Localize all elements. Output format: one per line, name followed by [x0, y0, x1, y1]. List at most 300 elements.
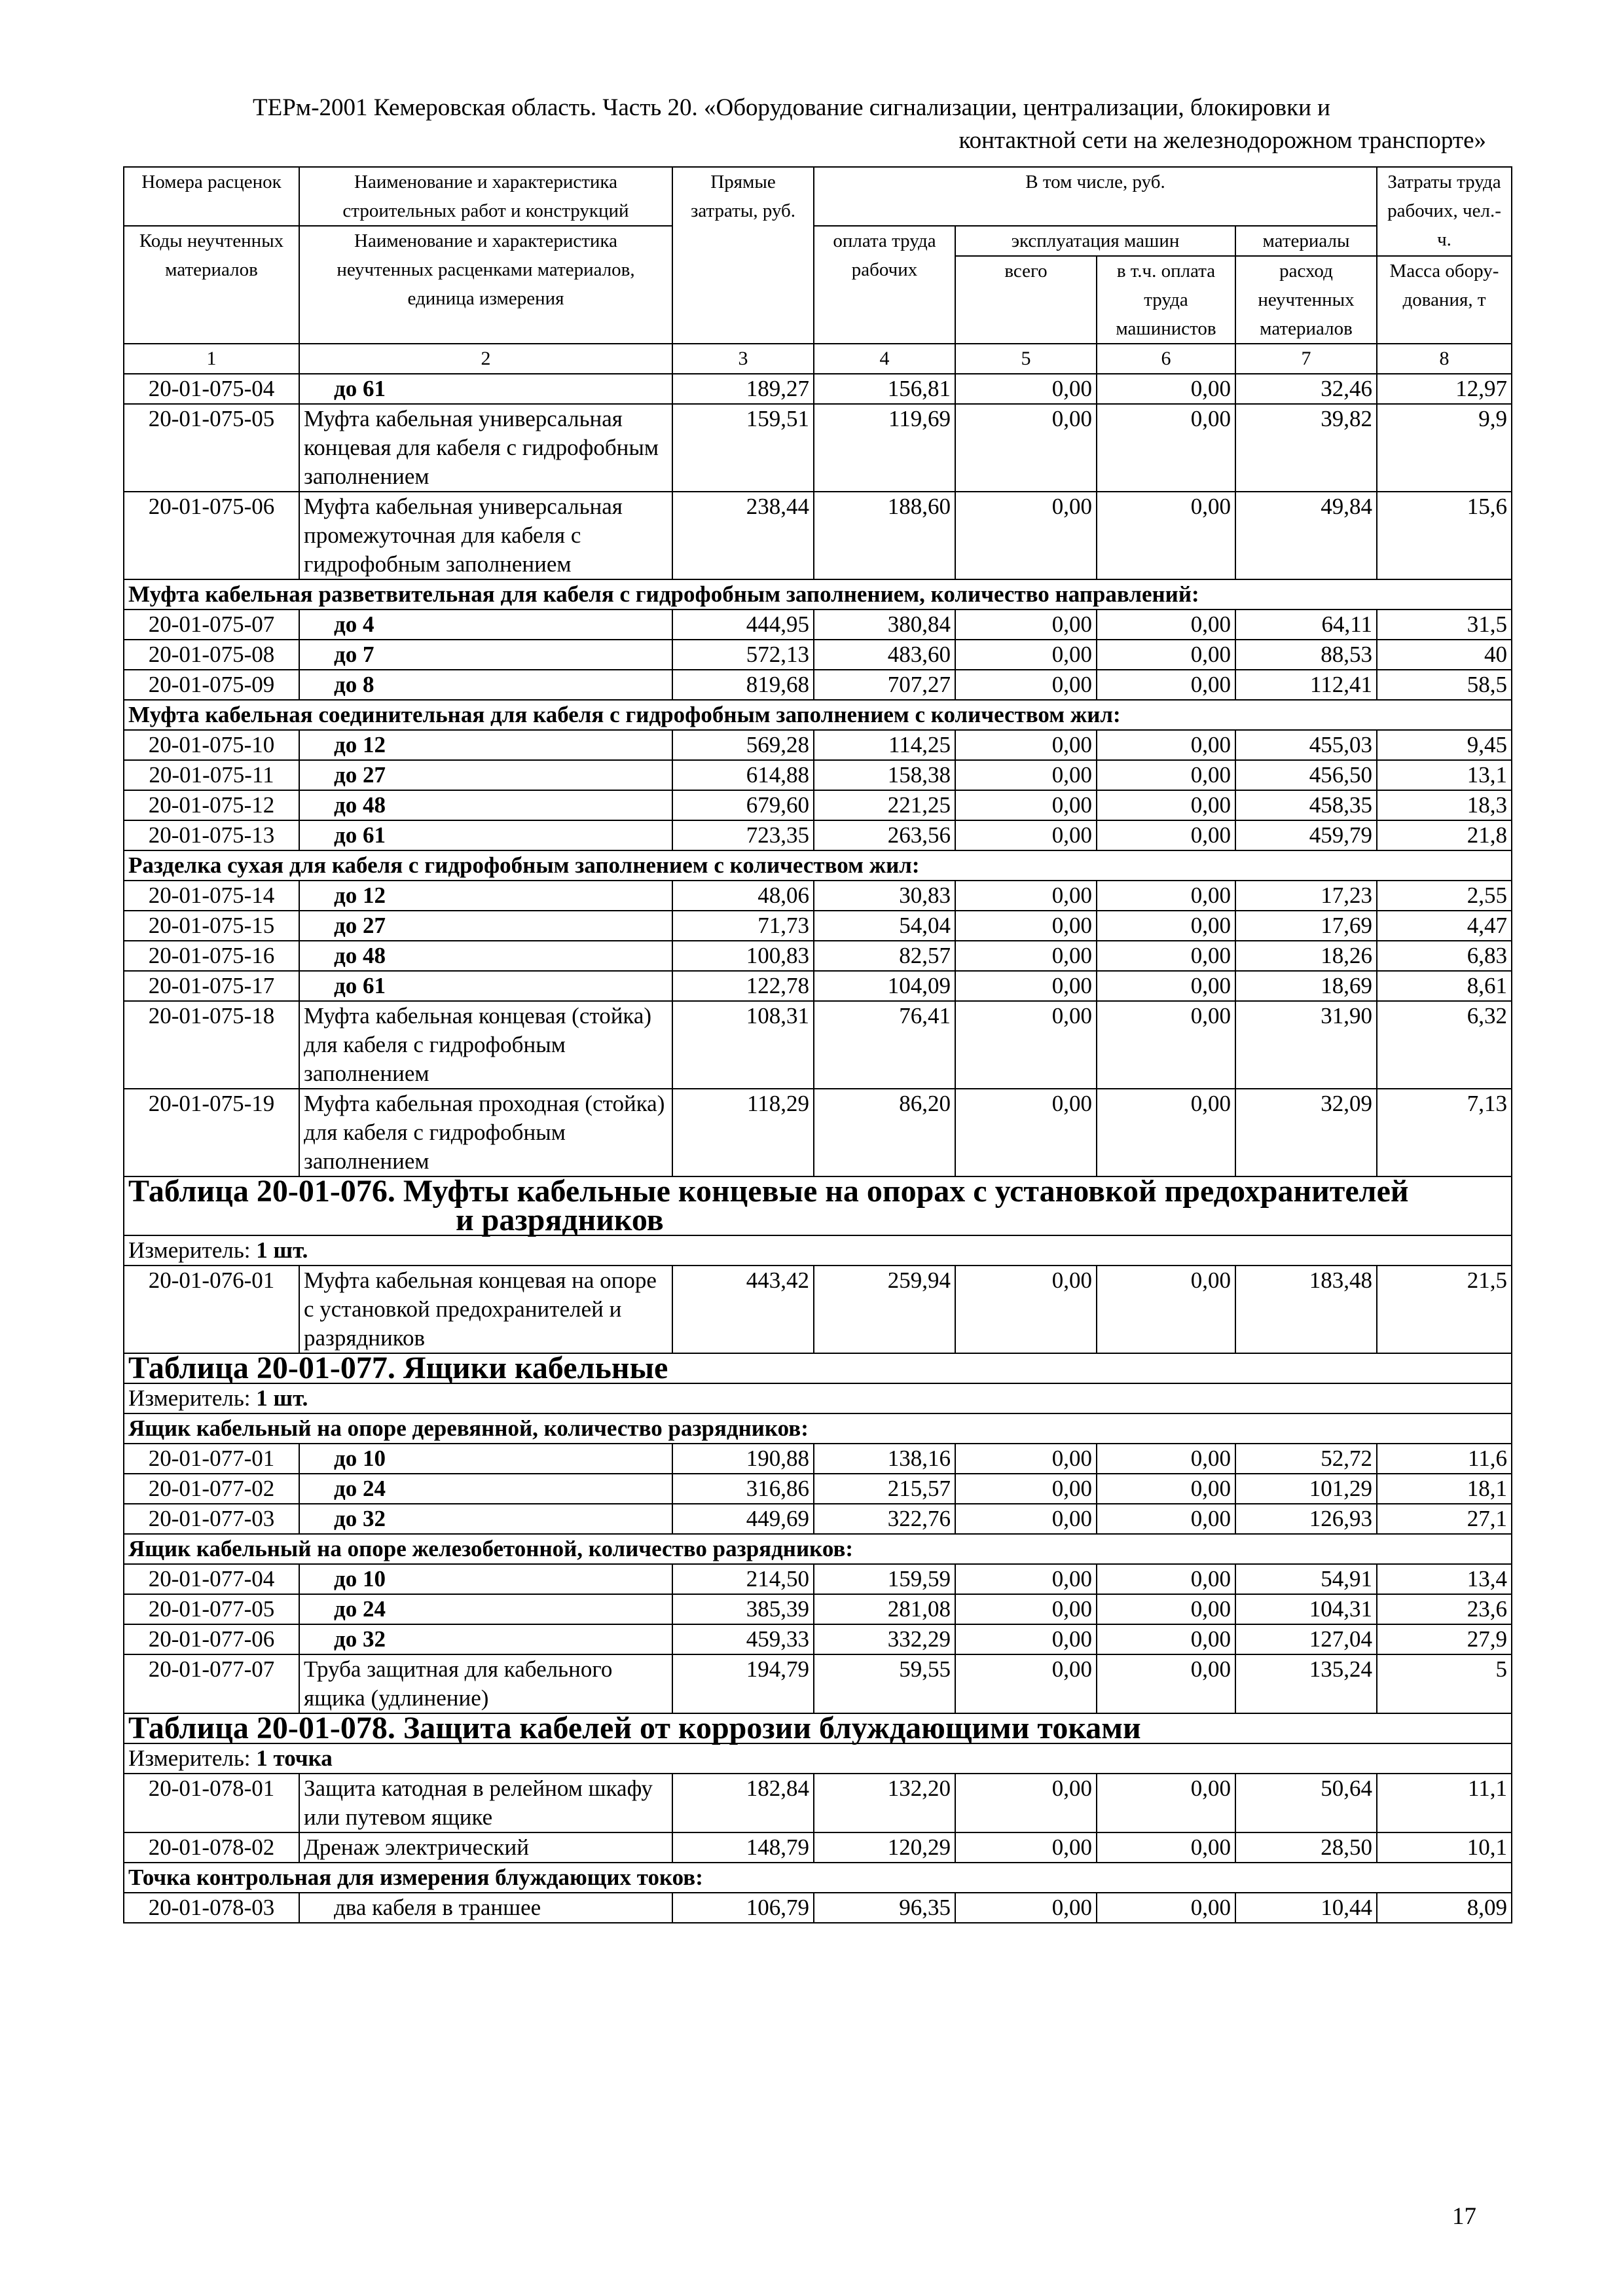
group-row	[124, 1863, 1512, 1893]
row-code: 20-01-077-06	[124, 1624, 299, 1654]
row-value: 0,00	[1097, 670, 1235, 700]
row-value: 458,35	[1235, 790, 1377, 820]
row-value: 0,00	[1097, 911, 1235, 941]
row-value: 156,81	[814, 374, 955, 404]
index-cell: 5	[955, 344, 1097, 374]
table-row	[124, 404, 1512, 492]
row-value: 459,79	[1235, 820, 1377, 850]
row-value: 159,51	[672, 404, 814, 492]
index-cell: 2	[299, 344, 672, 374]
row-value: 238,44	[672, 492, 814, 579]
row-value: 108,31	[672, 1001, 814, 1089]
row-code: 20-01-077-07	[124, 1654, 299, 1713]
row-value: 0,00	[955, 820, 1097, 850]
row-value: 281,08	[814, 1594, 955, 1624]
row-value: 54,91	[1235, 1564, 1377, 1594]
row-value: 215,57	[814, 1474, 955, 1504]
row-value: 322,76	[814, 1504, 955, 1534]
row-value: 15,6	[1377, 492, 1512, 579]
row-value: 40	[1377, 640, 1512, 670]
row-value: 39,82	[1235, 404, 1377, 492]
row-value: 17,23	[1235, 881, 1377, 911]
row-value: 104,31	[1235, 1594, 1377, 1624]
row-code: 20-01-075-06	[124, 492, 299, 579]
row-value: 0,00	[955, 1832, 1097, 1863]
row-value: 132,20	[814, 1774, 955, 1832]
row-value: 0,00	[955, 1594, 1097, 1624]
table-row	[124, 1444, 1512, 1474]
row-value: 104,09	[814, 971, 955, 1001]
row-name: до 24	[299, 1474, 672, 1504]
row-value: 112,41	[1235, 670, 1377, 700]
header-name-top: Наименование и характеристика строительных работ и конструкций	[299, 167, 672, 226]
row-value: 0,00	[955, 790, 1097, 820]
row-value: 10,1	[1377, 1832, 1512, 1863]
row-name: до 12	[299, 881, 672, 911]
row-value: 122,78	[672, 971, 814, 1001]
row-value: 0,00	[955, 911, 1097, 941]
row-value: 8,09	[1377, 1893, 1512, 1923]
row-value: 31,5	[1377, 610, 1512, 640]
row-value: 9,45	[1377, 730, 1512, 760]
row-value: 723,35	[672, 820, 814, 850]
row-value: 2,55	[1377, 881, 1512, 911]
row-value: 0,00	[955, 492, 1097, 579]
row-value: 4,47	[1377, 911, 1512, 941]
index-cell: 7	[1235, 344, 1377, 374]
row-value: 0,00	[1097, 941, 1235, 971]
row-code: 20-01-075-17	[124, 971, 299, 1001]
measure-label: Измеритель:	[128, 1745, 251, 1771]
row-value: 190,88	[672, 1444, 814, 1474]
table-row	[124, 1266, 1512, 1353]
row-value: 443,42	[672, 1266, 814, 1353]
row-value: 21,5	[1377, 1266, 1512, 1353]
table-row	[124, 1594, 1512, 1624]
row-code: 20-01-077-05	[124, 1594, 299, 1624]
row-value: 263,56	[814, 820, 955, 850]
row-name: Муфта кабельная концевая (стойка) для кабеля с гидрофобным заполнением	[299, 1001, 672, 1089]
table-row	[124, 911, 1512, 941]
index-cell: 6	[1097, 344, 1235, 374]
row-code: 20-01-075-08	[124, 640, 299, 670]
row-value: 0,00	[1097, 730, 1235, 760]
row-value: 58,5	[1377, 670, 1512, 700]
row-value: 23,6	[1377, 1594, 1512, 1624]
index-cell: 3	[672, 344, 814, 374]
row-code: 20-01-077-03	[124, 1504, 299, 1534]
table-row	[124, 1564, 1512, 1594]
row-value: 0,00	[1097, 790, 1235, 820]
row-value: 88,53	[1235, 640, 1377, 670]
row-value: 679,60	[672, 790, 814, 820]
row-name: до 8	[299, 670, 672, 700]
row-value: 11,6	[1377, 1444, 1512, 1474]
row-name: Дренаж электрический	[299, 1832, 672, 1863]
row-value: 259,94	[814, 1266, 955, 1353]
table-row	[124, 1474, 1512, 1504]
row-name: до 12	[299, 730, 672, 760]
row-name: два кабеля в траншее	[299, 1893, 672, 1923]
table-row	[124, 941, 1512, 971]
row-value: 118,29	[672, 1089, 814, 1176]
group-row	[124, 700, 1512, 730]
table-row	[124, 1504, 1512, 1534]
row-name: до 32	[299, 1624, 672, 1654]
row-value: 10,44	[1235, 1893, 1377, 1923]
header-mass: Масса обору-дования, т	[1377, 256, 1512, 344]
measure-row	[124, 1743, 1512, 1774]
row-value: 18,69	[1235, 971, 1377, 1001]
row-code: 20-01-078-03	[124, 1893, 299, 1923]
row-code: 20-01-075-16	[124, 941, 299, 971]
row-value: 148,79	[672, 1832, 814, 1863]
row-value: 86,20	[814, 1089, 955, 1176]
row-name: Муфта кабельная проходная (стойка) для кабеля с гидрофобным заполнением	[299, 1089, 672, 1176]
row-value: 614,88	[672, 760, 814, 790]
row-value: 49,84	[1235, 492, 1377, 579]
row-name: до 48	[299, 790, 672, 820]
measure-label: Измеритель:	[128, 1385, 251, 1411]
table-row	[124, 1089, 1512, 1176]
row-code: 20-01-078-01	[124, 1774, 299, 1832]
table-row	[124, 670, 1512, 700]
row-code: 20-01-075-09	[124, 670, 299, 700]
table-row	[124, 1774, 1512, 1832]
row-name: до 7	[299, 640, 672, 670]
table-row	[124, 492, 1512, 579]
row-value: 0,00	[1097, 1474, 1235, 1504]
row-code: 20-01-075-18	[124, 1001, 299, 1089]
header-row-2	[124, 226, 1512, 256]
row-value: 0,00	[955, 1564, 1097, 1594]
table-row	[124, 760, 1512, 790]
row-value: 189,27	[672, 374, 814, 404]
row-value: 12,97	[1377, 374, 1512, 404]
row-value: 0,00	[955, 1089, 1097, 1176]
row-code: 20-01-076-01	[124, 1266, 299, 1353]
table-title	[124, 1713, 1512, 1743]
measure-unit: 1 шт.	[256, 1237, 308, 1263]
row-value: 0,00	[1097, 820, 1235, 850]
header-mat-unacc: расход неучтенных материалов	[1235, 256, 1377, 344]
table-row	[124, 1893, 1512, 1923]
row-value: 0,00	[955, 404, 1097, 492]
row-name: до 10	[299, 1564, 672, 1594]
row-value: 76,41	[814, 1001, 955, 1089]
measure	[124, 1383, 1512, 1413]
row-name: до 4	[299, 610, 672, 640]
row-name: Защита катодная в релейном шкафу или путевом ящике	[299, 1774, 672, 1832]
row-name: Муфта кабельная концевая на опоре с установкой предохранителей и разрядников	[299, 1266, 672, 1353]
row-value: 0,00	[1097, 1564, 1235, 1594]
row-value: 0,00	[1097, 1266, 1235, 1353]
row-value: 0,00	[1097, 971, 1235, 1001]
row-code: 20-01-077-02	[124, 1474, 299, 1504]
row-value: 8,61	[1377, 971, 1512, 1001]
group-heading: Муфта кабельная разветвительная для кабеля с гидрофобным заполнением, количество направлений:	[124, 579, 1512, 610]
row-code: 20-01-078-02	[124, 1832, 299, 1863]
row-value: 32,09	[1235, 1089, 1377, 1176]
row-value: 0,00	[1097, 492, 1235, 579]
header-machines: эксплуатация машин	[955, 226, 1235, 256]
table-row	[124, 1654, 1512, 1713]
row-name: Муфта кабельная универсальная промежуточная для кабеля с гидрофобным заполнением	[299, 492, 672, 579]
row-value: 0,00	[955, 1654, 1097, 1713]
row-value: 13,1	[1377, 760, 1512, 790]
table-title-text: Таблица 20-01-077. Ящики кабельные	[128, 1351, 668, 1385]
row-value: 52,72	[1235, 1444, 1377, 1474]
table-title-cont: и разрядников	[456, 1203, 664, 1237]
row-value: 0,00	[1097, 1624, 1235, 1654]
row-name: до 61	[299, 971, 672, 1001]
row-name: до 24	[299, 1594, 672, 1624]
row-value: 0,00	[1097, 640, 1235, 670]
header-labor: Затраты труда рабочих, чел.-ч.	[1377, 167, 1512, 256]
page-title	[124, 92, 1486, 157]
measure-label: Измеритель:	[128, 1237, 251, 1263]
header-mach-wages: в т.ч. оплата труда машинистов	[1097, 256, 1235, 344]
measure-row	[124, 1383, 1512, 1413]
measure	[124, 1235, 1512, 1266]
row-value: 0,00	[1097, 610, 1235, 640]
price-table	[123, 166, 1512, 1923]
row-name: до 27	[299, 760, 672, 790]
index-cell: 8	[1377, 344, 1512, 374]
group-row	[124, 850, 1512, 881]
row-code: 20-01-077-04	[124, 1564, 299, 1594]
header-direct: Прямые затраты, руб.	[672, 167, 814, 344]
table-title-row	[124, 1176, 1512, 1235]
row-code: 20-01-075-10	[124, 730, 299, 760]
row-value: 6,83	[1377, 941, 1512, 971]
table-row	[124, 820, 1512, 850]
table-title-row	[124, 1353, 1512, 1383]
row-value: 449,69	[672, 1504, 814, 1534]
row-value: 0,00	[1097, 881, 1235, 911]
row-value: 183,48	[1235, 1266, 1377, 1353]
row-value: 332,29	[814, 1624, 955, 1654]
row-value: 135,24	[1235, 1654, 1377, 1713]
row-value: 6,32	[1377, 1001, 1512, 1089]
row-name: Труба защитная для кабельного ящика (удлинение)	[299, 1654, 672, 1713]
header-wages: оплата труда рабочих	[814, 226, 955, 344]
row-value: 18,26	[1235, 941, 1377, 971]
header-code-top: Номера расценок	[124, 167, 299, 226]
row-value: 158,38	[814, 760, 955, 790]
row-value: 0,00	[955, 1474, 1097, 1504]
row-code: 20-01-075-19	[124, 1089, 299, 1176]
row-value: 0,00	[1097, 1444, 1235, 1474]
row-value: 32,46	[1235, 374, 1377, 404]
row-value: 30,83	[814, 881, 955, 911]
row-value: 82,57	[814, 941, 955, 971]
group-row	[124, 1534, 1512, 1564]
row-name: до 48	[299, 941, 672, 971]
row-value: 0,00	[1097, 404, 1235, 492]
table-title-text: Таблица 20-01-078. Защита кабелей от коррозии блуждающими токами	[128, 1711, 1141, 1745]
row-value: 48,06	[672, 881, 814, 911]
row-value: 71,73	[672, 911, 814, 941]
row-value: 5	[1377, 1654, 1512, 1713]
table-row	[124, 971, 1512, 1001]
row-value: 27,9	[1377, 1624, 1512, 1654]
row-value: 456,50	[1235, 760, 1377, 790]
header-name-bottom: Наименование и характеристика неучтенных расценками материалов, единица измерения	[299, 226, 672, 344]
row-value: 0,00	[955, 760, 1097, 790]
row-value: 0,00	[1097, 1089, 1235, 1176]
row-value: 138,16	[814, 1444, 955, 1474]
row-value: 0,00	[955, 1266, 1097, 1353]
row-value: 0,00	[955, 1893, 1097, 1923]
row-value: 9,9	[1377, 404, 1512, 492]
index-row	[124, 344, 1512, 374]
row-value: 0,00	[955, 640, 1097, 670]
measure-unit: 1 шт.	[256, 1385, 308, 1411]
group-heading: Точка контрольная для измерения блуждающих токов:	[124, 1863, 1512, 1893]
row-name: до 32	[299, 1504, 672, 1534]
row-value: 100,83	[672, 941, 814, 971]
row-name: до 61	[299, 820, 672, 850]
title-line-2: контактной сети на железнодорожном транспорте»	[958, 127, 1486, 154]
row-value: 159,59	[814, 1564, 955, 1594]
table-row	[124, 374, 1512, 404]
row-value: 120,29	[814, 1832, 955, 1863]
group-heading: Разделка сухая для кабеля с гидрофобным заполнением с количеством жил:	[124, 850, 1512, 881]
row-value: 0,00	[1097, 1001, 1235, 1089]
row-value: 13,4	[1377, 1564, 1512, 1594]
row-value: 0,00	[1097, 1893, 1235, 1923]
table-row	[124, 730, 1512, 760]
row-value: 0,00	[1097, 374, 1235, 404]
row-value: 18,3	[1377, 790, 1512, 820]
group-heading: Ящик кабельный на опоре железобетонной, количество разрядников:	[124, 1534, 1512, 1564]
row-value: 101,29	[1235, 1474, 1377, 1504]
table-row	[124, 1624, 1512, 1654]
row-value: 572,13	[672, 640, 814, 670]
row-value: 569,28	[672, 730, 814, 760]
row-value: 0,00	[1097, 1594, 1235, 1624]
row-value: 31,90	[1235, 1001, 1377, 1089]
row-value: 50,64	[1235, 1774, 1377, 1832]
group-row	[124, 579, 1512, 610]
title-line-1: ТЕРм-2001 Кемеровская область. Часть 20. «Оборудование сигнализации, централизации, блокировки и	[253, 94, 1330, 121]
header-mach-total: всего	[955, 256, 1097, 344]
table-row	[124, 1832, 1512, 1863]
row-value: 0,00	[955, 941, 1097, 971]
group-heading: Муфта кабельная соединительная для кабеля с гидрофобным заполнением с количеством жил:	[124, 700, 1512, 730]
row-value: 18,1	[1377, 1474, 1512, 1504]
row-value: 0,00	[955, 730, 1097, 760]
table-title-row	[124, 1713, 1512, 1743]
table-row	[124, 881, 1512, 911]
row-value: 114,25	[814, 730, 955, 760]
row-value: 455,03	[1235, 730, 1377, 760]
row-value: 17,69	[1235, 911, 1377, 941]
table-title	[124, 1176, 1512, 1235]
row-code: 20-01-075-07	[124, 610, 299, 640]
row-value: 707,27	[814, 670, 955, 700]
row-value: 0,00	[955, 374, 1097, 404]
row-value: 11,1	[1377, 1774, 1512, 1832]
row-code: 20-01-075-11	[124, 760, 299, 790]
header-row-1	[124, 167, 1512, 226]
row-value: 0,00	[955, 971, 1097, 1001]
row-code: 20-01-075-04	[124, 374, 299, 404]
table-title	[124, 1353, 1512, 1383]
measure-row	[124, 1235, 1512, 1266]
row-value: 54,04	[814, 911, 955, 941]
row-code: 20-01-075-12	[124, 790, 299, 820]
index-cell: 4	[814, 344, 955, 374]
row-value: 0,00	[955, 610, 1097, 640]
row-value: 316,86	[672, 1474, 814, 1504]
row-value: 182,84	[672, 1774, 814, 1832]
table-row	[124, 790, 1512, 820]
row-code: 20-01-075-15	[124, 911, 299, 941]
row-value: 0,00	[955, 1444, 1097, 1474]
page-number: 17	[1452, 2203, 1476, 2230]
row-value: 0,00	[955, 670, 1097, 700]
row-code: 20-01-075-14	[124, 881, 299, 911]
table-row	[124, 640, 1512, 670]
row-value: 0,00	[955, 1504, 1097, 1534]
row-name: до 27	[299, 911, 672, 941]
row-value: 106,79	[672, 1893, 814, 1923]
header-incl: В том числе, руб.	[814, 167, 1377, 226]
row-value: 27,1	[1377, 1504, 1512, 1534]
measure-unit: 1 точка	[256, 1745, 333, 1771]
row-value: 819,68	[672, 670, 814, 700]
table-row	[124, 1001, 1512, 1089]
row-value: 444,95	[672, 610, 814, 640]
measure	[124, 1743, 1512, 1774]
header-materials: материалы	[1235, 226, 1377, 256]
table-row	[124, 610, 1512, 640]
row-code: 20-01-077-01	[124, 1444, 299, 1474]
group-row	[124, 1413, 1512, 1444]
row-value: 0,00	[955, 1001, 1097, 1089]
row-value: 96,35	[814, 1893, 955, 1923]
row-value: 0,00	[1097, 1504, 1235, 1534]
header-code-bottom: Коды неучтенных материалов	[124, 226, 299, 344]
row-value: 59,55	[814, 1654, 955, 1713]
row-value: 64,11	[1235, 610, 1377, 640]
row-value: 126,93	[1235, 1504, 1377, 1534]
row-value: 194,79	[672, 1654, 814, 1713]
row-name: до 10	[299, 1444, 672, 1474]
row-value: 483,60	[814, 640, 955, 670]
row-value: 380,84	[814, 610, 955, 640]
row-value: 0,00	[955, 1624, 1097, 1654]
row-code: 20-01-075-05	[124, 404, 299, 492]
index-cell: 1	[124, 344, 299, 374]
row-value: 21,8	[1377, 820, 1512, 850]
row-code: 20-01-075-13	[124, 820, 299, 850]
row-name: Муфта кабельная универсальная концевая для кабеля с гидрофобным заполнением	[299, 404, 672, 492]
row-value: 0,00	[1097, 1832, 1235, 1863]
table-title-text: Таблица 20-01-076. Муфты кабельные концевые на опорах с установкой предохранителей	[128, 1174, 1409, 1209]
row-value: 0,00	[1097, 1654, 1235, 1713]
row-value: 0,00	[955, 881, 1097, 911]
row-value: 385,39	[672, 1594, 814, 1624]
group-heading: Ящик кабельный на опоре деревянной, количество разрядников:	[124, 1413, 1512, 1444]
row-value: 0,00	[955, 1774, 1097, 1832]
row-value: 28,50	[1235, 1832, 1377, 1863]
row-value: 459,33	[672, 1624, 814, 1654]
row-value: 0,00	[1097, 760, 1235, 790]
row-value: 7,13	[1377, 1089, 1512, 1176]
